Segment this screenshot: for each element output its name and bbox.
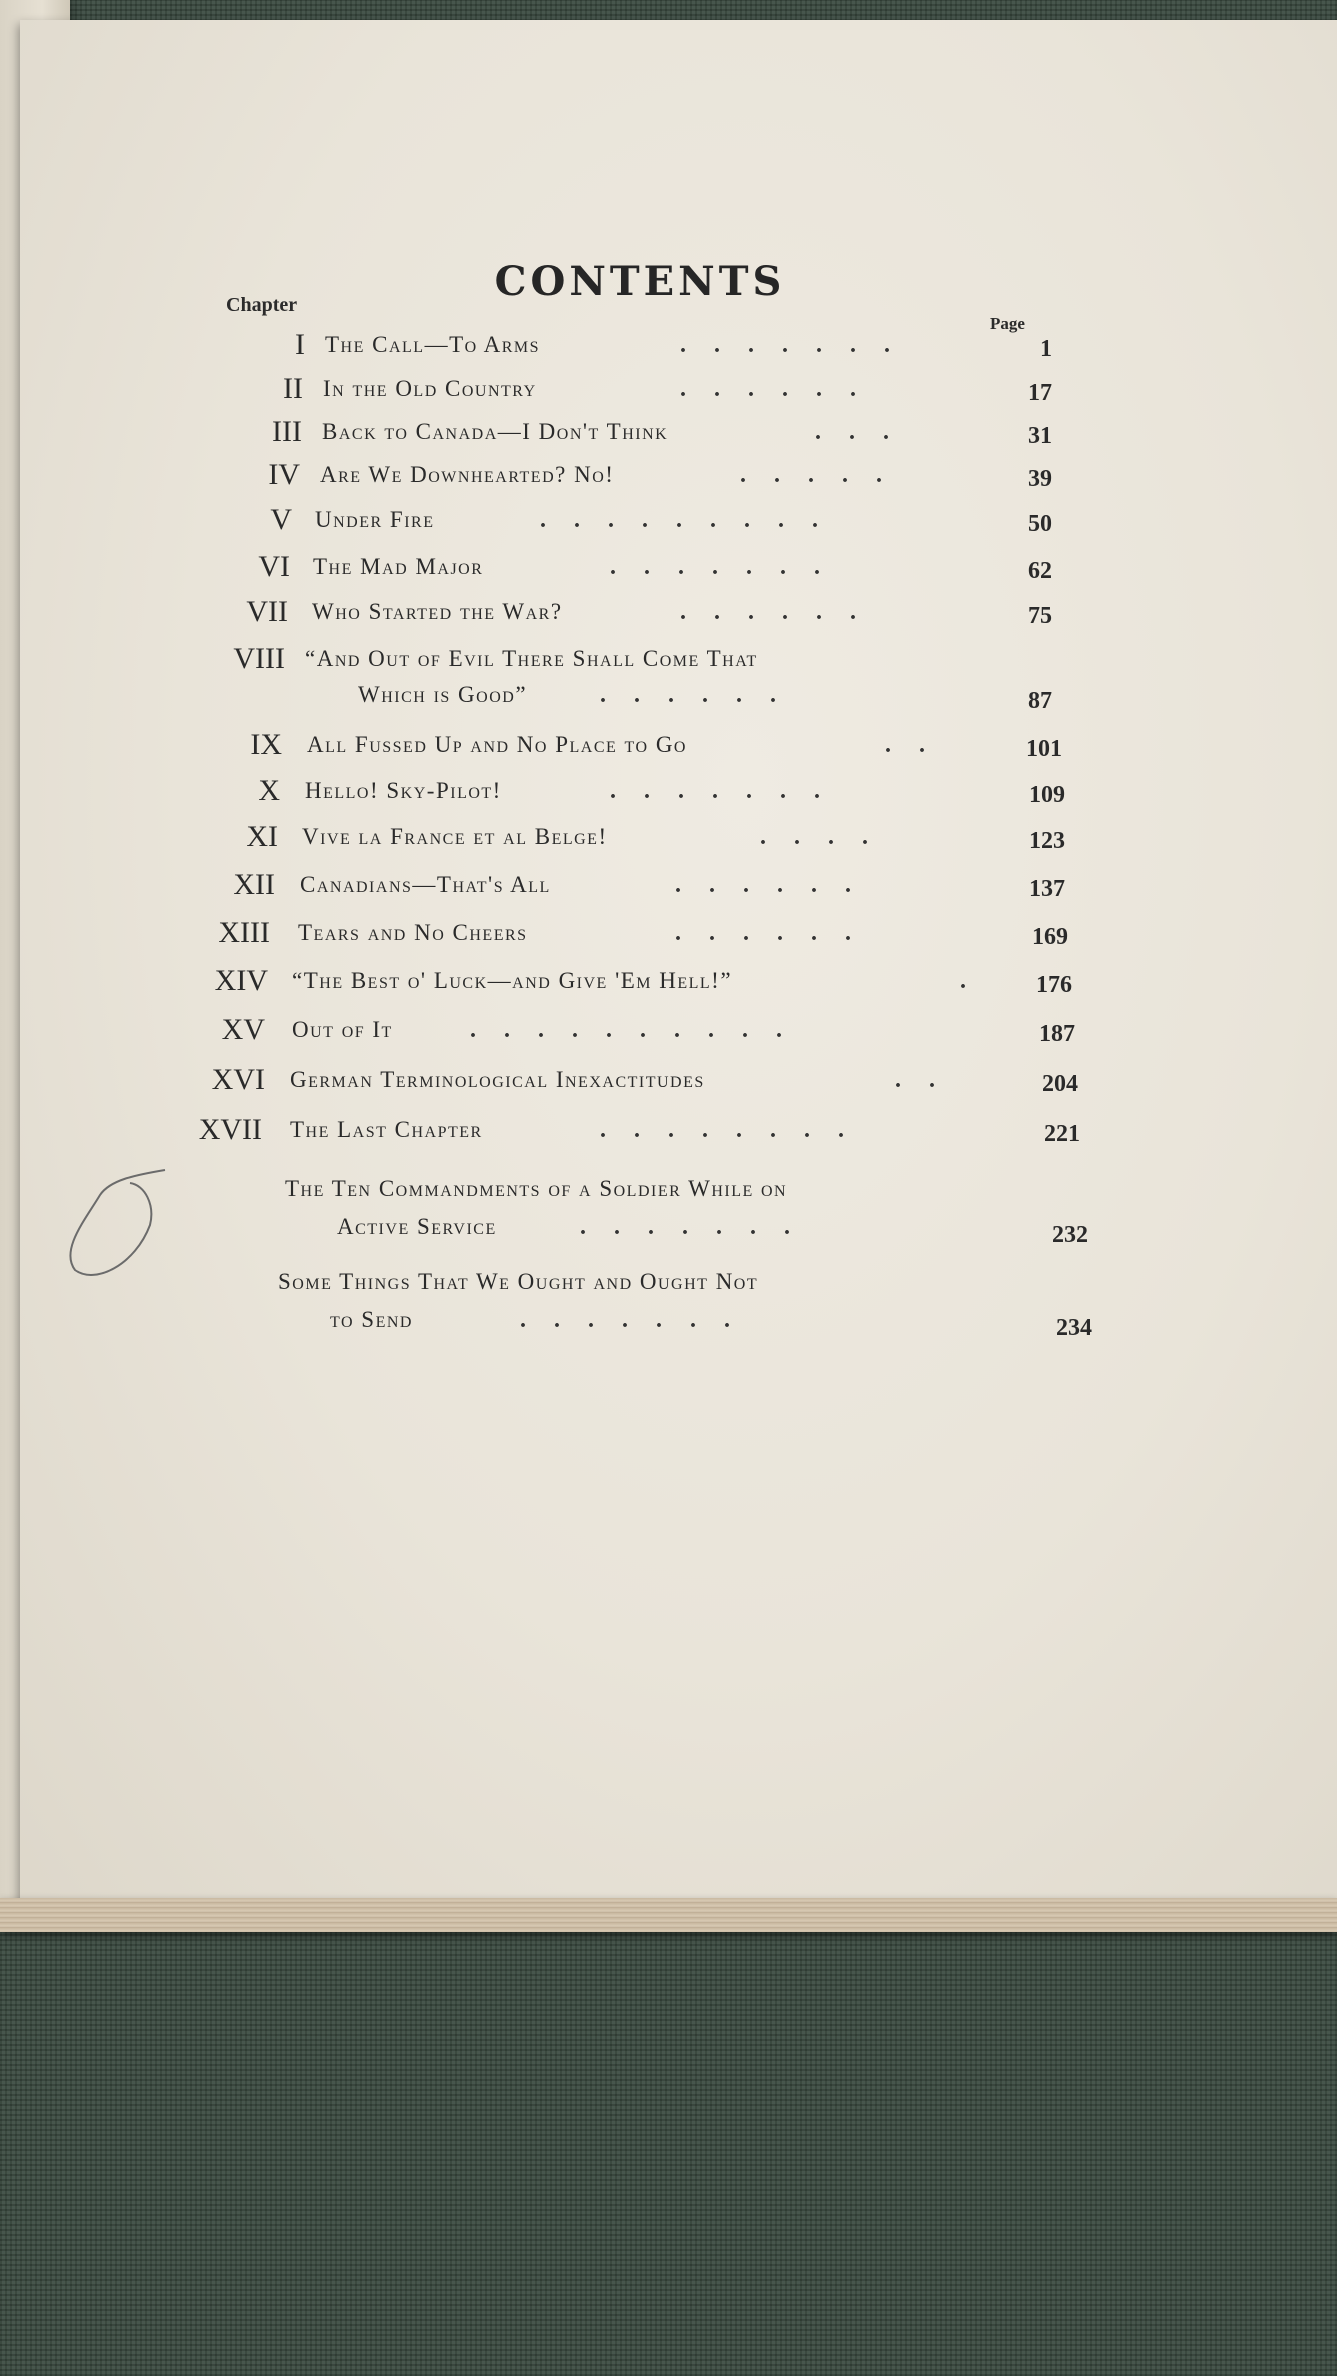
page-block-edge: [0, 1898, 1337, 1932]
chapter-title: The Last Chapter: [290, 1117, 483, 1142]
chapter-column-label: Chapter: [226, 294, 298, 316]
chapter-number: IV: [268, 458, 300, 491]
page-number: 17: [1028, 380, 1052, 406]
toc-entry: [0, 1063, 1337, 1107]
chapter-title: Under Fire: [315, 507, 435, 532]
page-column-label: Page: [990, 314, 1025, 333]
pencil-mark: [55, 1165, 175, 1285]
dot-leader: ..: [885, 732, 953, 758]
page-number: 187: [1039, 1021, 1075, 1047]
chapter-number: XIII: [218, 916, 270, 949]
toc-entry: [0, 964, 1337, 1008]
dot-leader: ...: [815, 419, 917, 445]
chapter-number: III: [272, 415, 302, 448]
chapter-number: VI: [258, 550, 290, 583]
chapter-number: V: [270, 503, 292, 536]
page-number: 50: [1028, 511, 1052, 537]
chapter-title: Tears and No Cheers: [298, 920, 528, 945]
page-number: 39: [1028, 466, 1052, 492]
dot-leader: ......: [675, 920, 879, 946]
chapter-title: Who Started the War?: [312, 599, 563, 624]
dot-leader: .......: [520, 1307, 758, 1333]
page-number: 232: [1052, 1222, 1088, 1248]
page-number: 176: [1036, 972, 1072, 998]
chapter-number: IX: [250, 728, 282, 761]
chapter-number: XVI: [211, 1063, 265, 1096]
chapter-number: I: [295, 328, 305, 361]
chapter-title: The Mad Major: [313, 554, 484, 579]
page-number: 31: [1028, 423, 1052, 449]
chapter-number: XI: [246, 820, 278, 853]
chapter-title-continued: Which is Good”: [358, 682, 528, 707]
appendix-title: The Ten Commandments of a Soldier While on: [285, 1176, 788, 1201]
page-number: 101: [1026, 736, 1062, 762]
appendix-title-continued: to Send: [330, 1307, 413, 1332]
appendix-title-continued: Active Service: [337, 1214, 497, 1239]
page-number: 62: [1028, 558, 1052, 584]
chapter-title: The Call—To Arms: [325, 332, 541, 357]
chapter-title: German Terminological Inexactitudes: [290, 1067, 705, 1092]
chapter-number: X: [258, 774, 280, 807]
toc-entry: [0, 550, 1337, 594]
toc-entry: [0, 595, 1337, 639]
chapter-number: VIII: [233, 642, 285, 675]
page-number: 221: [1044, 1121, 1080, 1147]
toc-entry: [0, 328, 1337, 372]
dot-leader: ......: [600, 682, 804, 708]
dot-leader: ........: [600, 1117, 872, 1143]
dot-leader: ......: [675, 872, 879, 898]
chapter-title: Hello! Sky-Pilot!: [305, 778, 502, 803]
chapter-title: “And Out of Evil There Shall Come That: [305, 646, 758, 671]
page-number: 1: [1040, 336, 1052, 362]
toc-entry: [0, 642, 1337, 722]
chapter-title: Out of It: [292, 1017, 393, 1042]
page-title: CONTENTS: [494, 258, 786, 305]
chapter-title: In the Old Country: [323, 376, 537, 401]
toc-entry: [0, 1113, 1337, 1157]
page-number: 109: [1029, 782, 1065, 808]
toc-entry: [0, 774, 1337, 818]
chapter-number: XII: [233, 868, 275, 901]
dot-leader: ..: [895, 1067, 963, 1093]
page-number: 75: [1028, 603, 1052, 629]
toc-entry: [0, 868, 1337, 912]
page-number: 87: [1028, 688, 1052, 714]
chapter-number: VII: [246, 595, 288, 628]
dot-leader: .......: [610, 778, 848, 804]
chapter-number: XIV: [214, 964, 268, 997]
chapter-title: Are We Downhearted? No!: [320, 462, 615, 487]
chapter-title: Vive la France et al Belge!: [302, 824, 608, 849]
toc-entry: [0, 503, 1337, 547]
chapter-number: II: [283, 372, 303, 405]
dot-leader: ....: [760, 824, 896, 850]
dot-leader: .: [960, 968, 994, 994]
page-number: 204: [1042, 1071, 1078, 1097]
toc-entry: [0, 458, 1337, 502]
page-number: 123: [1029, 828, 1065, 854]
toc-appendix: [0, 1172, 1337, 1262]
toc-entry: [0, 1013, 1337, 1057]
toc-entry: [0, 728, 1337, 772]
toc-entry: [0, 372, 1337, 416]
toc-entry: [0, 916, 1337, 960]
chapter-title: Back to Canada—I Don't Think: [322, 419, 669, 444]
toc-appendix: [0, 1265, 1337, 1355]
chapter-title: “The Best o' Luck—and Give 'Em Hell!”: [292, 968, 733, 993]
appendix-title: Some Things That We Ought and Ought Not: [278, 1269, 759, 1294]
chapter-title: All Fussed Up and No Place to Go: [307, 732, 687, 757]
dot-leader: .........: [540, 507, 846, 533]
dot-leader: .......: [580, 1214, 818, 1240]
toc-entry: [0, 820, 1337, 864]
page-number: 137: [1029, 876, 1065, 902]
dot-leader: .......: [610, 554, 848, 580]
dot-leader: ......: [680, 376, 884, 402]
chapter-title: Canadians—That's All: [300, 872, 551, 897]
dot-leader: ......: [680, 599, 884, 625]
dot-leader: .....: [740, 462, 910, 488]
dot-leader: .......: [680, 332, 918, 358]
page-number: 169: [1032, 924, 1068, 950]
chapter-number: XV: [221, 1013, 265, 1046]
page-number: 234: [1056, 1315, 1092, 1341]
dot-leader: ..........: [470, 1017, 810, 1043]
chapter-number: XVII: [198, 1113, 262, 1146]
toc-entry: [0, 415, 1337, 459]
